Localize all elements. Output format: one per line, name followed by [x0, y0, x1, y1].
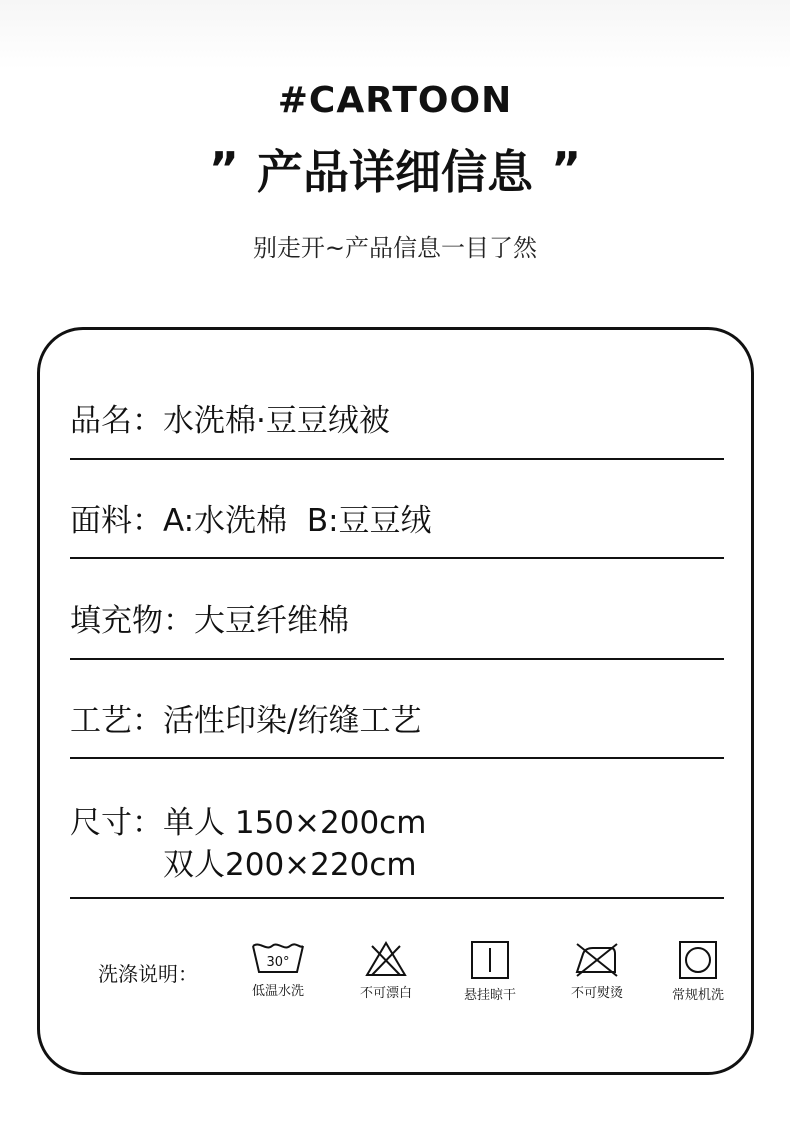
detail-value: A:水洗棉 B:豆豆绒	[163, 503, 432, 539]
title-row	[0, 140, 790, 204]
page-subtitle: 别走开~产品信息一目了然	[252, 234, 538, 262]
detail-row-fabric	[70, 500, 724, 559]
care-text: 不可漂白	[359, 986, 412, 1001]
detail-value: 水洗棉·豆豆绒被	[163, 403, 390, 439]
care-text: 低温水洗	[251, 984, 304, 999]
care-item-hang-dry	[450, 940, 530, 1003]
no-iron-icon	[573, 940, 621, 978]
care-item-no-iron	[557, 940, 637, 1001]
hang-dry-icon	[470, 940, 510, 980]
care-instructions	[98, 940, 724, 1020]
quote-open: ”	[208, 142, 239, 196]
detail-label: 品名：	[70, 403, 163, 439]
detail-row-craft	[70, 700, 724, 759]
care-item-low-temp-wash	[238, 940, 318, 999]
detail-value: 活性印染/绗缝工艺	[163, 703, 422, 739]
size-single: 单人 150×200cm	[163, 805, 427, 841]
care-text: 常规机洗	[671, 988, 724, 1003]
detail-label: 填充物：	[70, 603, 194, 639]
svg-text:30°: 30°	[266, 955, 290, 970]
detail-value-group	[163, 802, 426, 897]
detail-row-filling	[70, 600, 724, 660]
detail-row-size	[70, 802, 724, 899]
care-label: 洗涤说明：	[98, 962, 198, 986]
page-title: 产品详细信息	[257, 145, 533, 199]
detail-label: 尺寸：	[70, 805, 163, 841]
care-item-machine-wash	[658, 940, 738, 1003]
detail-row-name	[70, 400, 724, 460]
machine-wash-icon	[678, 940, 718, 980]
hashtag-heading: #CARTOON	[277, 80, 513, 121]
product-info-card	[37, 327, 754, 1075]
care-item-no-bleach	[346, 940, 426, 1001]
detail-value: 大豆纤维棉	[194, 603, 349, 639]
quote-close: ”	[551, 142, 582, 196]
detail-label: 工艺：	[70, 703, 163, 739]
care-text: 不可熨烫	[570, 986, 623, 1001]
size-double: 双人200×220cm	[163, 847, 417, 883]
wash-30-icon	[250, 940, 306, 976]
detail-label: 面料：	[70, 503, 163, 539]
no-bleach-icon	[364, 940, 408, 978]
top-fade-band	[0, 0, 790, 70]
care-text: 悬挂晾干	[463, 988, 516, 1003]
